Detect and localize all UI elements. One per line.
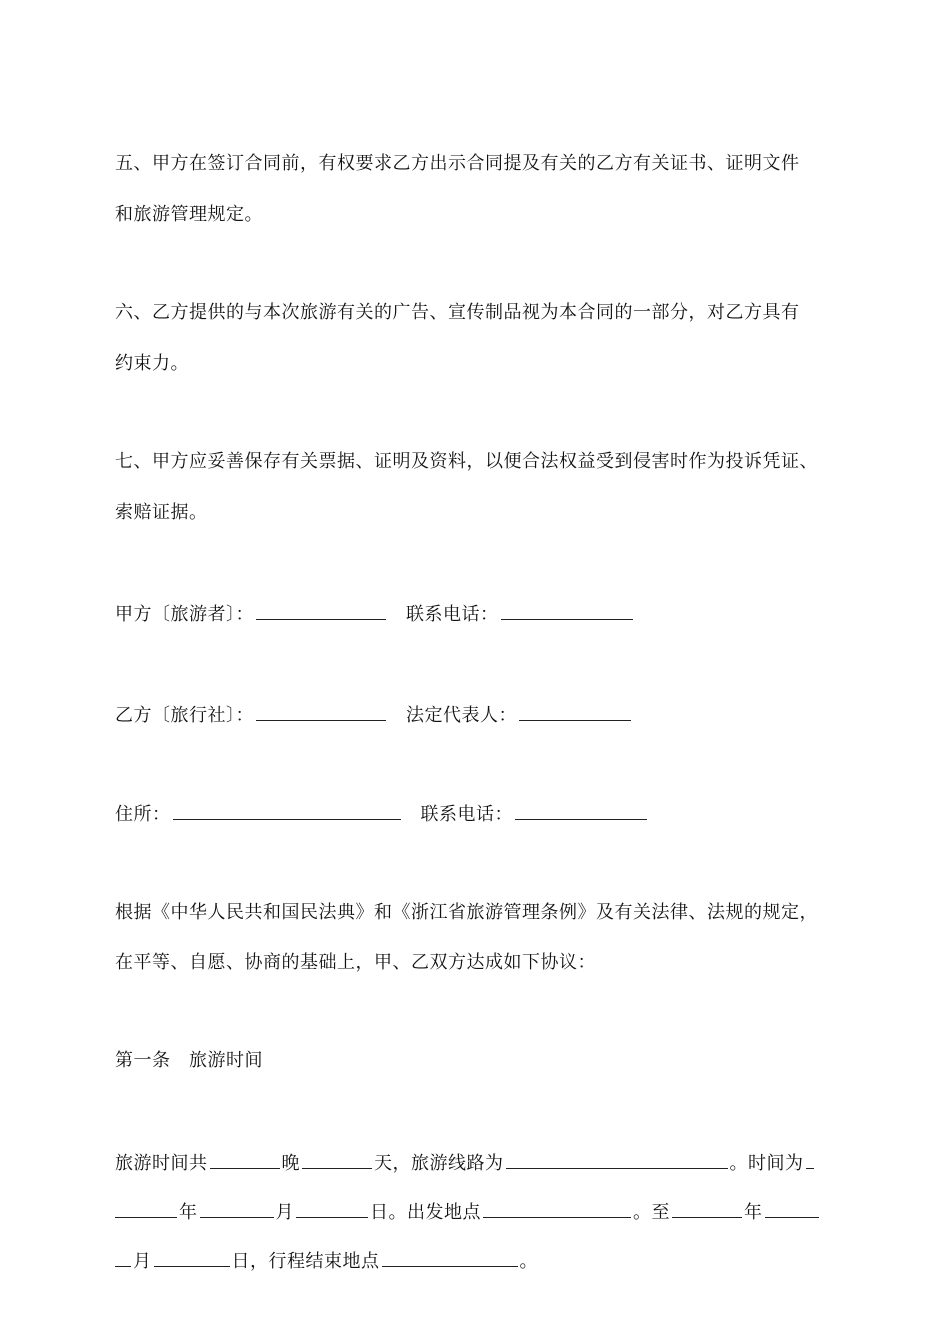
start-day-blank[interactable]	[296, 1199, 368, 1218]
party-a-label: 甲方〔旅游者〕：	[115, 604, 254, 625]
party-b-rep-label: 法定代表人：	[406, 705, 517, 726]
end-month-blank-b[interactable]	[115, 1248, 131, 1267]
start-year-blank[interactable]	[115, 1199, 177, 1218]
clause-6-line-2: 约束力。	[115, 353, 189, 374]
text-day-route: 天，旅游线路为	[374, 1153, 504, 1174]
text-day-depart: 日。出发地点	[370, 1202, 481, 1223]
text-time-is: 。时间为	[729, 1153, 804, 1174]
preamble-line-1: 根据《中华人民共和国民法典》和《浙江省旅游管理条例》及有关法律、法规的规定，	[115, 902, 818, 923]
end-month-blank-a[interactable]	[765, 1199, 819, 1218]
party-b-label: 乙方〔旅行社〕：	[115, 705, 254, 726]
text-to: 。至	[633, 1202, 670, 1223]
party-b-name-blank[interactable]	[256, 702, 386, 721]
nights-blank[interactable]	[210, 1150, 280, 1169]
article-1-line-2	[115, 1199, 821, 1225]
article-1-heading: 第一条 旅游时间	[115, 1050, 263, 1071]
clause-7-line-1: 七、甲方应妥善保存有关票据、证明及资料，以便合法权益受到侵害时作为投诉凭证、	[115, 451, 818, 472]
address-row	[115, 801, 649, 827]
text-night: 晚	[281, 1153, 300, 1174]
preamble-line-2: 在平等、自愿、协商的基础上，甲、乙双方达成如下协议：	[115, 952, 596, 973]
start-month-blank[interactable]	[200, 1199, 274, 1218]
clause-5-line-1: 五、甲方在签订合同前，有权要求乙方出示合同提及有关的乙方有关证书、证明文件	[115, 153, 800, 174]
party-b-row	[115, 702, 633, 728]
end-day-blank[interactable]	[154, 1248, 230, 1267]
party-a-row	[115, 601, 635, 627]
text-total-duration: 旅游时间共	[115, 1153, 208, 1174]
text-year: 年	[179, 1202, 198, 1223]
party-a-name-blank[interactable]	[256, 601, 386, 620]
clause-5-line-2: 和旅游管理规定。	[115, 204, 263, 225]
party-b-rep-blank[interactable]	[519, 702, 631, 721]
party-a-phone-label: 联系电话：	[406, 604, 499, 625]
text-year-2: 年	[744, 1202, 763, 1223]
article-1-line-3	[115, 1248, 538, 1274]
days-blank[interactable]	[302, 1150, 372, 1169]
article-1-line-1	[115, 1150, 816, 1176]
route-blank[interactable]	[506, 1150, 728, 1169]
party-a-phone-blank[interactable]	[501, 601, 633, 620]
start-time-blank-a[interactable]	[806, 1150, 814, 1169]
address-phone-label: 联系电话：	[420, 804, 513, 825]
address-label: 住所：	[115, 804, 171, 825]
text-period: 。	[519, 1251, 538, 1272]
end-year-blank[interactable]	[672, 1199, 742, 1218]
clause-6-line-1: 六、乙方提供的与本次旅游有关的广告、宣传制品视为本合同的一部分，对乙方具有	[115, 302, 800, 323]
departure-place-blank[interactable]	[483, 1199, 631, 1218]
text-day-end: 日，行程结束地点	[231, 1251, 380, 1272]
address-phone-blank[interactable]	[515, 801, 647, 820]
text-month-2: 月	[133, 1251, 152, 1272]
end-place-blank[interactable]	[382, 1248, 518, 1267]
clause-7-line-2: 索赔证据。	[115, 502, 208, 523]
text-month: 月	[275, 1202, 294, 1223]
address-blank[interactable]	[173, 801, 401, 820]
